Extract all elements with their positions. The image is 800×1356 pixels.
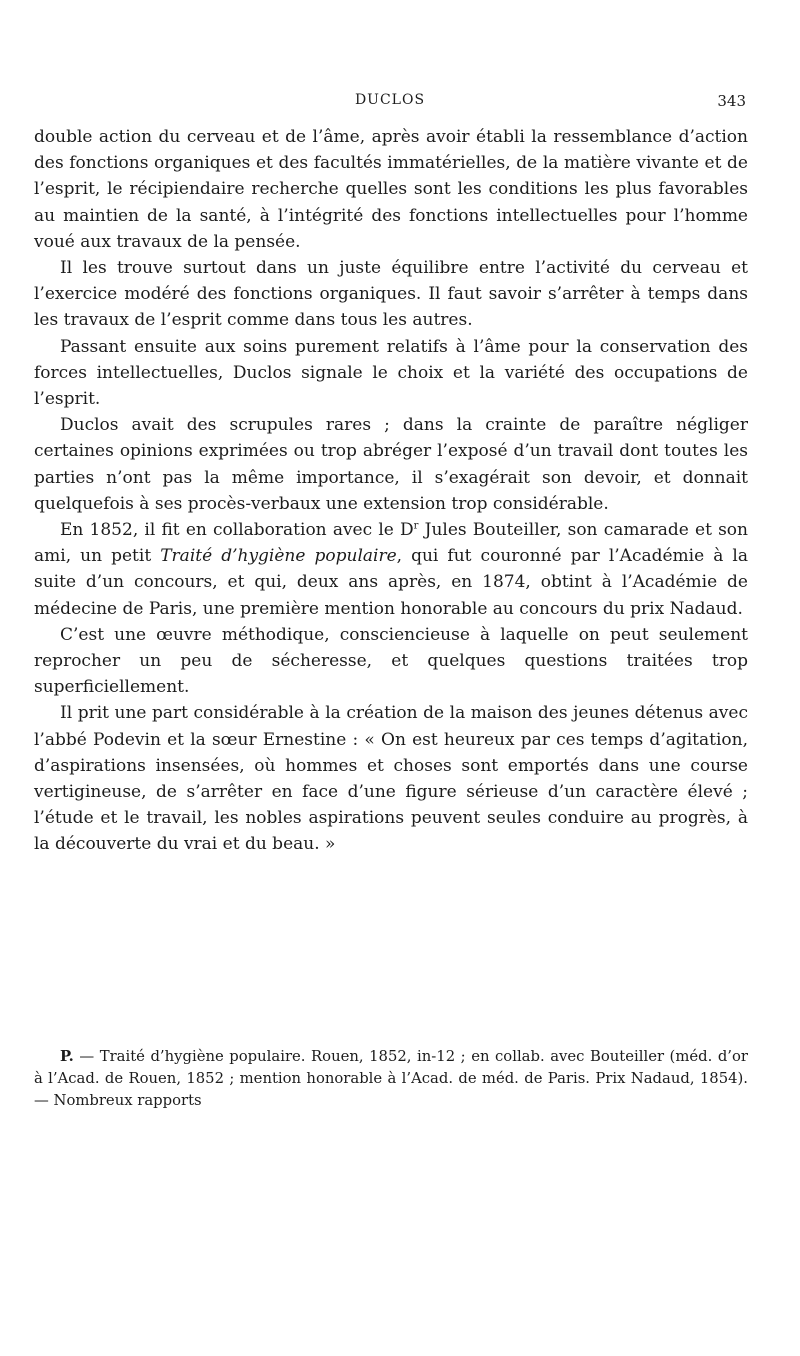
paragraph-7: Il prit une part considérable à la création de la maison des jeunes détenus avec l’abbé Podevin et la sœur Ernestine : « On est heureux par ces temps d’agitation, d’aspirations insensées, où hommes et choses sont emportés dans une course vertigineuse, de s’arrêter en face d’une figure sérieuse d’un caractère élevé ; l’étude et le travail, les nobles aspirations peuvent seules conduire au progrès, à la découverte du vrai et du beau. » <box>34 703 748 855</box>
paragraph-5-part-c: , qui fut couronné par l’Académie à la suite d’un concours, et qui, deux ans après, en 1874, obtint à l’Académie de médecine de Paris, une première mention honorable au concours du prix Nadaud. <box>34 546 748 619</box>
running-head <box>34 92 746 118</box>
doctor-abbrev-superscript: r <box>413 520 419 532</box>
paragraph-5-part-a: En 1852, il fit en collaboration avec le D <box>60 520 414 541</box>
book-title: Traité d’hygiène populaire <box>160 546 397 567</box>
paragraph-3: Passant ensuite aux soins purement relatifs à l’âme pour la conservation des forces intellectuelles, Duclos signale le choix et la variété des occupations de l’esprit. <box>34 336 748 410</box>
paragraph-2: Il les trouve surtout dans un juste équilibre entre l’activité du cerveau et l’exercice modéré des fonctions organiques. Il faut savoir s’arrêter à temps dans les travaux de l’esprit comme dans tous les autres. <box>34 258 748 331</box>
paragraph-1: double action du cerveau et de l’âme, après avoir établi la ressemblance d’action des fonctions organiques et des facultés immatérielles, de la matière vivante et de l’esprit, le récipiendaire recherche quelles sont les conditions les plus favorables au maintien de la santé, à l’intégrité des fonctions intellectuelles pour l’homme voué aux travaux de la pensée. <box>34 127 748 252</box>
paragraph-6: C’est une œuvre méthodique, consciencieuse à laquelle on peut seulement reprocher un peu de sécheresse, et quelques questions traitées trop superficiellement. <box>34 624 748 698</box>
bibliography-note <box>34 1046 748 1112</box>
bibliography-label: P. <box>60 1048 74 1065</box>
running-title: DUCLOS <box>354 92 426 108</box>
body-text <box>34 124 748 858</box>
paragraph-5-part-b: Jules Bouteiller, son camarade et son ami, un petit <box>34 520 748 567</box>
bibliography-text: — Traité d’hygiène populaire. Rouen, 1852, in-12 ; en collab. avec Bouteiller (méd. d’or à l’Acad. de Rouen, 1852 ; mention honorable à l’Acad. de méd. de Paris. Prix Nadaud, 1854). — Nombreux rapports <box>34 1048 748 1109</box>
paragraph-4: Duclos avait des scrupules rares ; dans la crainte de paraître négliger certaines opinions exprimées ou trop abréger l’exposé d’un travail dont toutes les parties n’ont pas la même importance, il s’exagérait son devoir, et donnait quelquefois à ses procès-verbaux une extension trop considérable. <box>34 415 748 514</box>
paragraph-5 <box>34 517 748 622</box>
page-number: 343 <box>717 92 746 110</box>
